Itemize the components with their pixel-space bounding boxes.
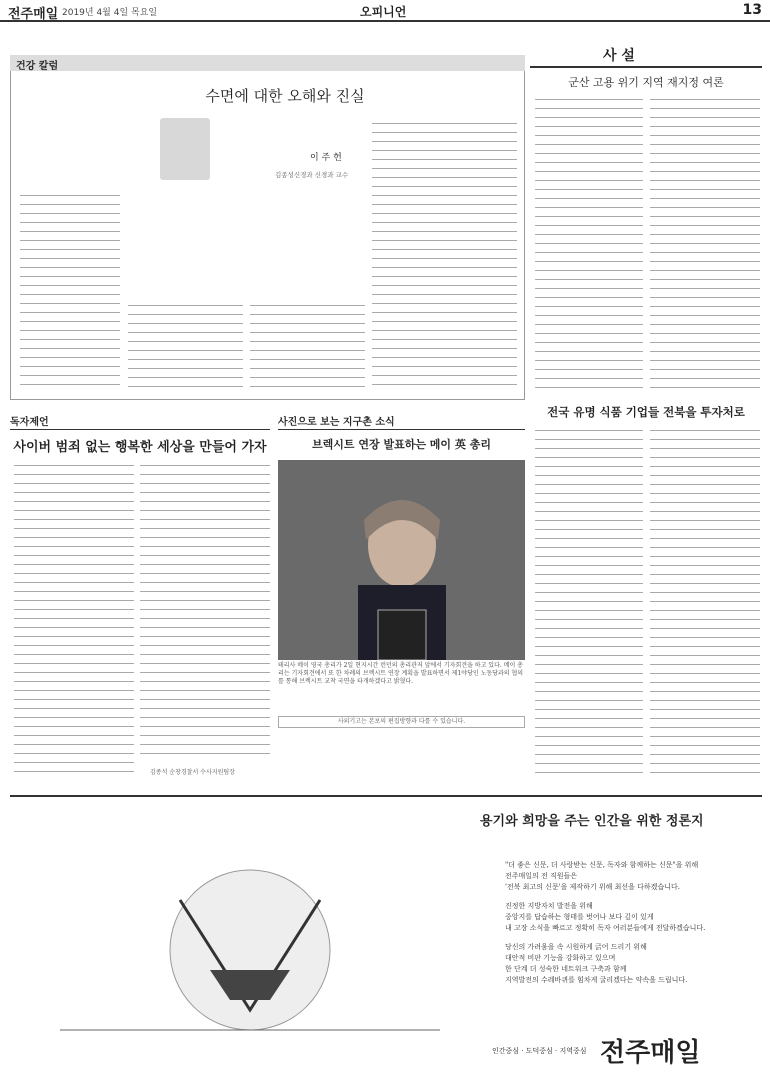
text-block [650,94,760,394]
ad-line: "더 좋은 신문, 더 사랑받는 신문, 독자와 함께하는 신문"을 위해 [505,861,699,869]
page-number: 13 [742,2,762,18]
ad-brand-logo: 전주매일 [600,1038,701,1068]
author-affiliation: 김종성신경과 신경과 교수 [275,171,349,179]
newspaper-logo: 전주매일 [8,7,59,22]
ad-body [505,860,705,986]
text-block [140,460,270,760]
text-block [128,300,243,390]
text-block [535,425,643,775]
text-block [650,425,760,775]
photo-news-label: 사진으로 보는 지구촌 소식 [278,417,395,428]
opinion-notice: 사외기고는 본보의 편집방향과 다를 수 있습니다. [278,716,525,728]
health-column-title: 수면에 대한 오해와 진실 [205,87,365,105]
ad-line: 중앙지를 답습하는 형태를 벗어나 보다 깊이 있게 [505,913,654,921]
text-block [535,94,643,394]
text-block [250,300,365,390]
ad-line: 내 고장 소식을 빠르고 정확히 독자 여러분들에게 전달하겠습니다. [505,924,706,932]
ad-line [505,934,705,942]
editorial-title-1: 군산 고용 위기 지역 재지정 여론 [568,76,724,89]
health-column-label: 건강 칼럼 [10,55,525,71]
text-block [14,460,134,780]
editorial-title-2: 전국 유명 식품 기업들 전북을 투자처로 [547,405,745,419]
ad-line: 전주매일의 전 직원들은 [505,872,578,880]
text-block [372,118,517,390]
ad-line: 당신의 가려움을 속 시원하게 긁어 드리기 위해 [505,943,647,951]
photo-news-header [278,410,525,430]
photo-caption: 테리사 메이 영국 총리가 2일 현지시간 런던의 총리관저 앞에서 기자회견을 하고 있다. 메이 총리는 기자회견에서 또 한 차례의 브렉시트 연장 계획을 발표하면서 제1야당인 노동당과의 협의를 통해 브렉시트 교착 국면을 타개하겠다고 밝혔다. [278,662,524,685]
photo-news-title: 브렉시트 연장 발표하는 메이 英 총리 [312,438,491,451]
reader-column-author: 김종석 순창경찰서 수사지원팀장 [150,769,235,776]
text-block [20,190,120,390]
reader-column-title: 사이버 범죄 없는 행복한 세상을 만들어 가자 [13,440,267,455]
ad-tagline: 인간중심 · 도덕중심 · 지역중심 [492,1047,587,1055]
reader-column-label: 독자제언 [10,417,49,428]
ad-line: 진정한 지방자치 발전을 위해 [505,902,593,910]
ad-line: 한 단계 더 성숙한 네트워크 구축과 함께 [505,965,627,973]
ad-line: '전북 최고의 신문'을 제작하기 위해 최선을 다하겠습니다. [505,883,680,891]
section-name: 오피니언 [360,5,407,19]
reader-column-header [10,410,270,430]
pen-ship-illustration [60,830,440,1080]
author-photo [160,118,210,180]
issue-date: 2019년 4월 4일 목요일 [62,8,158,18]
author-name: 이 주 헌 [310,153,342,163]
ad-line: 대안적 비판 기능을 강화하고 있으며 [505,954,616,962]
news-photo [278,460,525,660]
ad-line: 지역발전의 수레바퀴를 힘차게 굴리겠다는 약속을 드립니다. [505,976,688,984]
ad-line [505,893,705,901]
ad-headline: 용기와 희망을 주는 인간을 위한 정론지 [480,814,704,829]
editorial-rule [530,66,762,68]
editorial-label: 사 설 [603,48,635,64]
